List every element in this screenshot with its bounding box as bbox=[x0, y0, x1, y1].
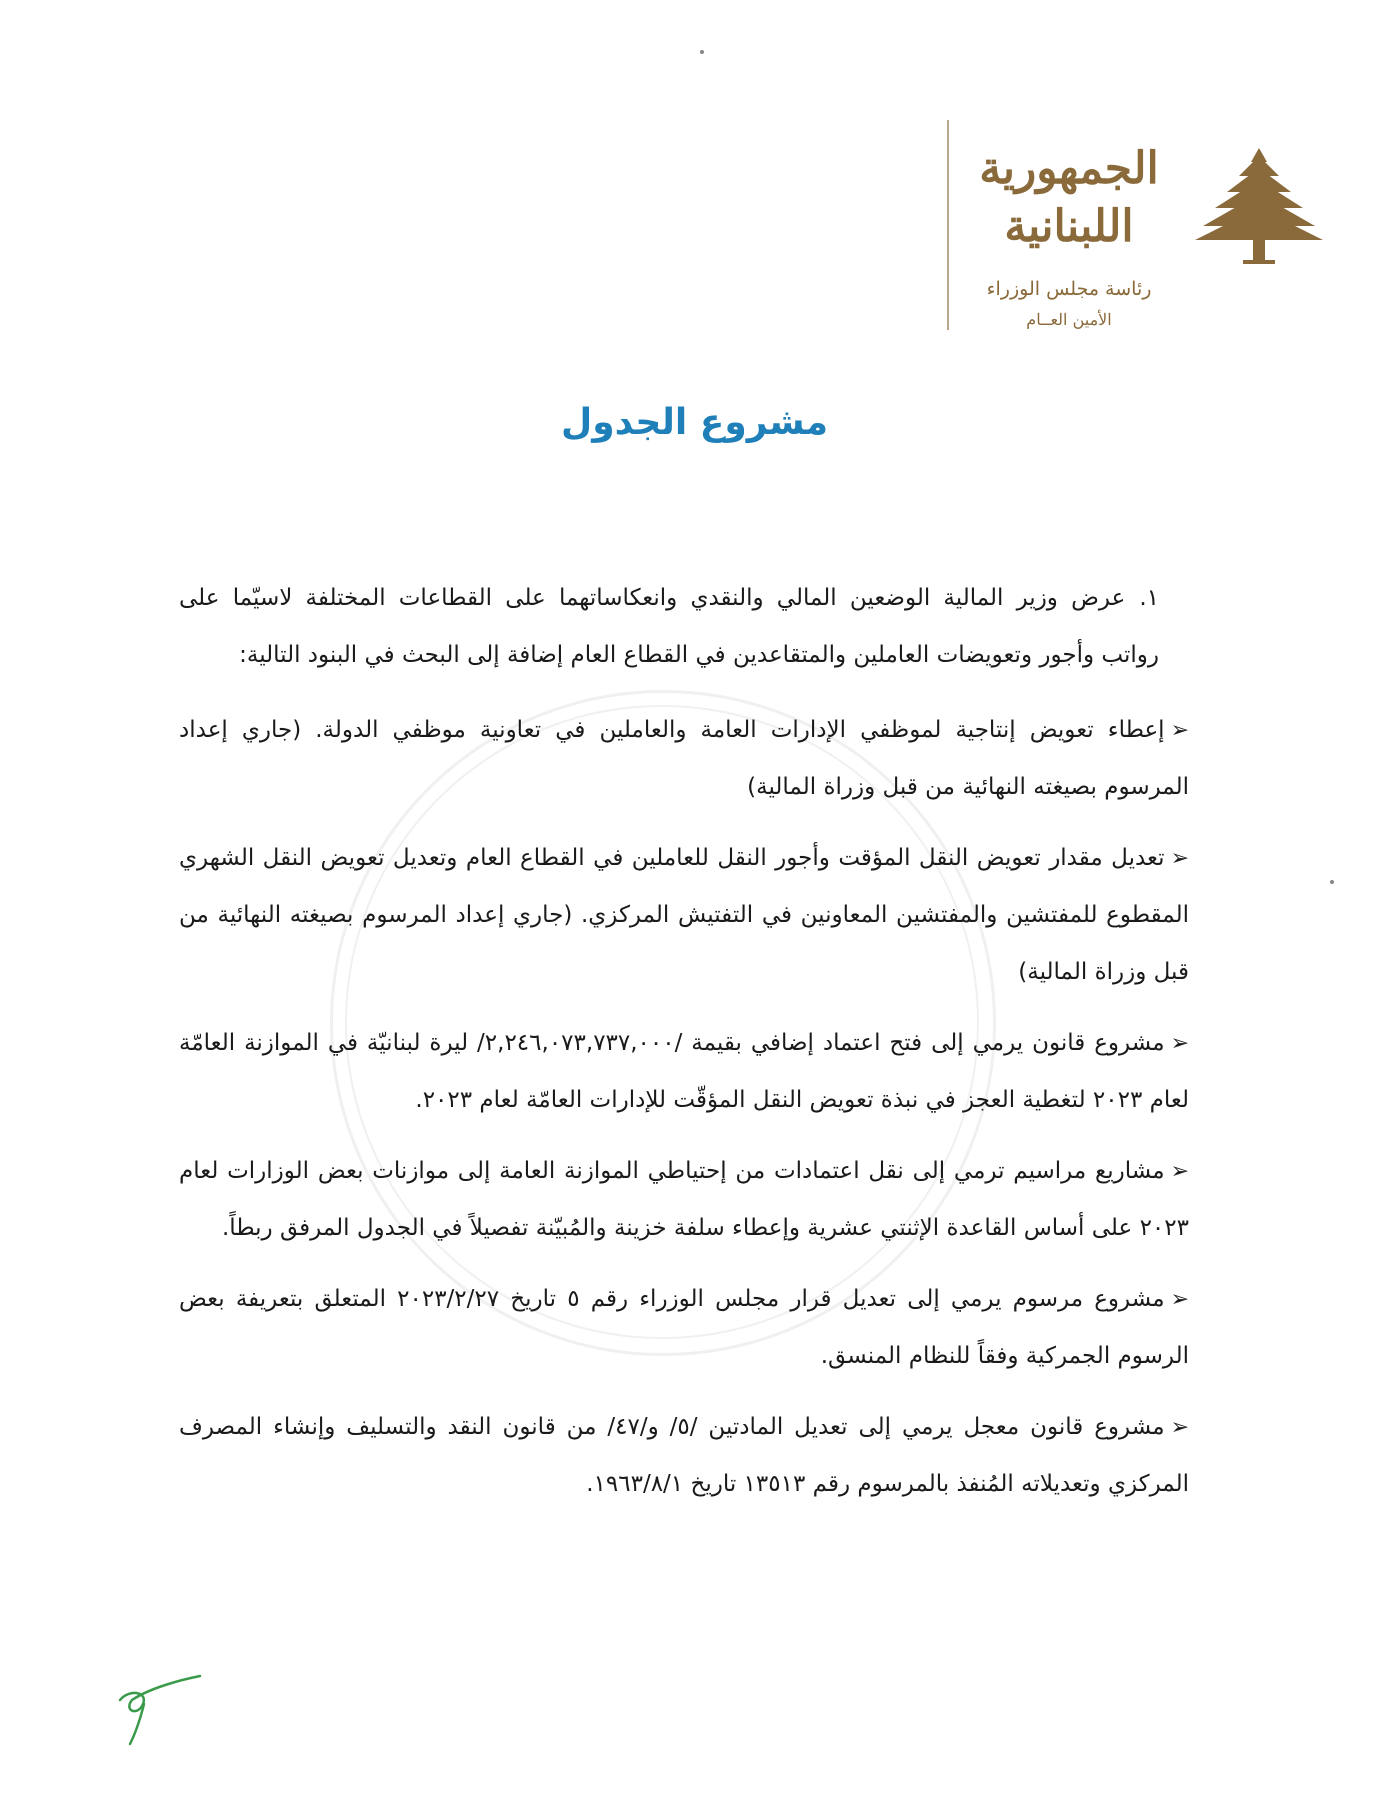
cedar-tree-icon bbox=[1189, 140, 1329, 270]
letterhead bbox=[869, 120, 1329, 350]
arrow-bullet-icon: ➢ bbox=[1170, 1287, 1189, 1312]
list-item-text: تعديل مقدار تعويض النقل المؤقت وأجور النقل للعاملين في القطاع العام وتعديل تعويض النقل الشهري المقطوع للمفتشين والمفتشين المعاونين في التفتيش المركزي. (جاري إعداد المرسوم بصيغته النهائية من قبل وزراة المالية) bbox=[179, 845, 1189, 985]
list-item bbox=[179, 1015, 1189, 1129]
arrow-bullet-icon: ➢ bbox=[1170, 1415, 1190, 1440]
arrow-bullet-icon: ➢ bbox=[1170, 1031, 1189, 1056]
list-item-text: مشاريع مراسيم ترمي إلى نقل اعتمادات من إحتياطي الموازنة العامة إلى موازنات بعض الوزارات لعام ٢٠٢٣ على أساس القاعدة الإثنتي عشرية وإعطاء سلفة خزينة والمُبيّنة تفصيلاً في الجدول المرفق ربطاً. bbox=[179, 1158, 1189, 1241]
agenda-item-intro bbox=[179, 570, 1159, 684]
intro-text: عرض وزير المالية الوضعين المالي والنقدي وانعكاساتهما على القطاعات المختلفة لاسيّما على رواتب وأجور وتعويضات العاملين والمتقاعدين في القطاع العام إضافة إلى البحث في البنود التالية: bbox=[179, 585, 1159, 668]
office-subtitle: الأمين العــام bbox=[1026, 310, 1112, 329]
arrow-bullet-icon: ➢ bbox=[1170, 846, 1189, 871]
arrow-bullet-icon: ➢ bbox=[1170, 1159, 1189, 1184]
office-name: رئاسة مجلس الوزراء bbox=[986, 278, 1152, 300]
list-item-text: إعطاء تعويض إنتاجية لموظفي الإدارات العامة والعاملين في تعاونية موظفي الدولة. (جاري إعداد المرسوم بصيغته النهائية من قبل وزراة المالية) bbox=[179, 717, 1189, 800]
emblem-line-2: اللبنانية bbox=[1004, 201, 1134, 252]
list-item bbox=[179, 830, 1189, 1001]
page-title: مشروع الجدول bbox=[560, 402, 829, 443]
signature-mark bbox=[110, 1670, 210, 1750]
letterhead-divider bbox=[947, 120, 949, 330]
item-number: ١. bbox=[1139, 585, 1159, 611]
arrow-bullet-icon: ➢ bbox=[1170, 718, 1189, 743]
list-item-text: مشروع مرسوم يرمي إلى تعديل قرار مجلس الوزراء رقم ٥ تاريخ ٢٠٢٣/٢/٢٧ المتعلق بتعريفة بعض الرسوم الجمركية وفقاً للنظام المنسق. bbox=[179, 1286, 1189, 1369]
emblem-line-1: الجمهورية bbox=[979, 143, 1159, 194]
list-item-text: مشروع قانون معجل يرمي إلى تعديل المادتين /٥/ و/٤٧/ من قانون النقد والتسليف وإنشاء المصرف المركزي وتعديلاته المُنفذ بالمرسوم رقم ١٣٥١٣ تاريخ ١٩٦٣/٨/١. bbox=[179, 1414, 1189, 1497]
list-item-text: مشروع قانون يرمي إلى فتح اعتماد إضافي بقيمة /٢,٢٤٦,٠٧٣,٧٣٧,٠٠٠/ ليرة لبنانيّة في الموازنة العامّة لعام ٢٠٢٣ لتغطية العجز في نبذة تعويض النقل المؤقّت للإدارات العامّة لعام ٢٠٢٣. bbox=[179, 1030, 1189, 1113]
list-item bbox=[179, 1143, 1189, 1257]
agenda-body bbox=[179, 570, 1190, 1527]
republic-emblem-text bbox=[969, 140, 1169, 256]
list-item bbox=[179, 1271, 1189, 1385]
scan-speck bbox=[700, 50, 704, 54]
list-item bbox=[179, 1399, 1189, 1513]
list-item bbox=[179, 702, 1189, 816]
scan-speck bbox=[1330, 880, 1334, 884]
